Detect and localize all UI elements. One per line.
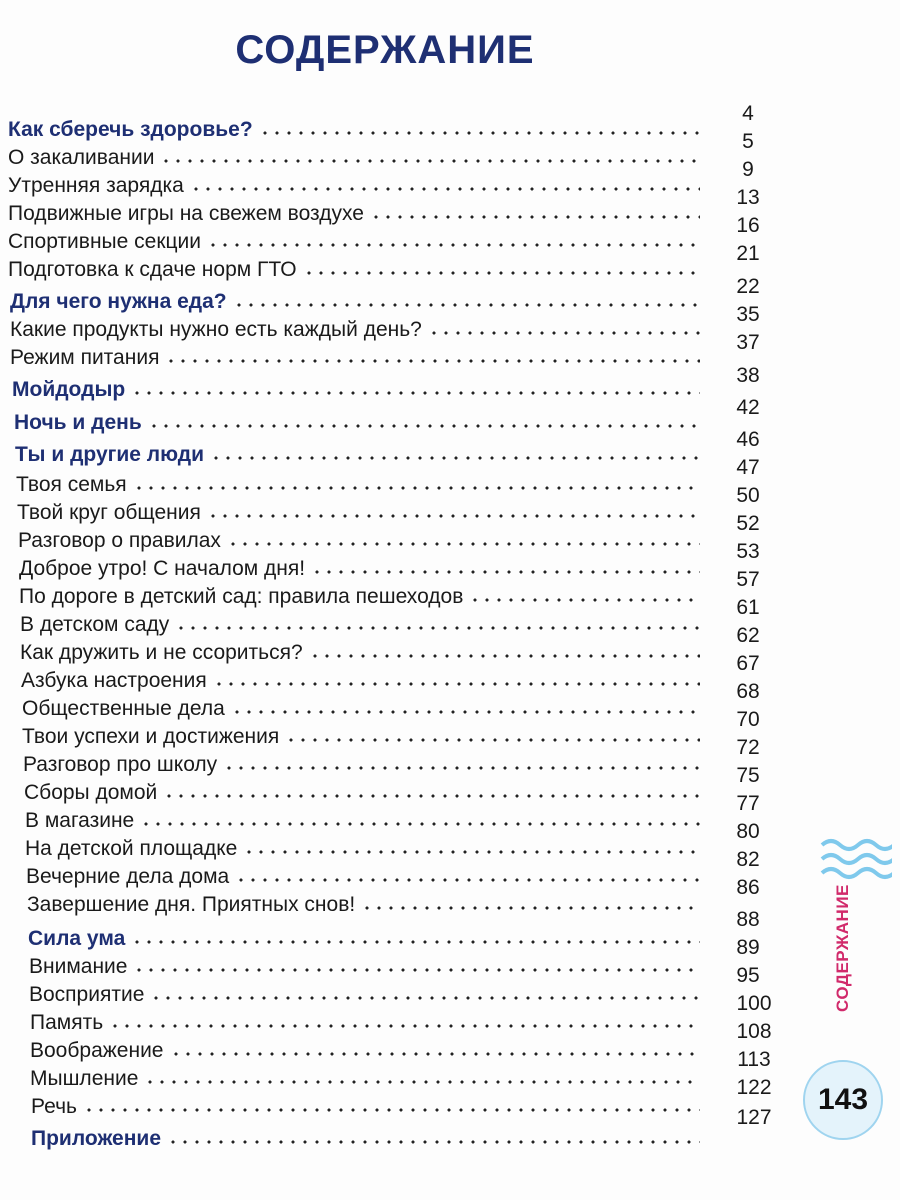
toc-entry	[30, 1036, 700, 1066]
toc-entry	[30, 1008, 700, 1038]
toc-page-number: 22	[736, 275, 760, 298]
toc-entry	[29, 980, 700, 1010]
toc-page-number: 72	[736, 736, 760, 759]
toc-page-number: 127	[736, 1106, 772, 1129]
dot-leader	[150, 995, 700, 1001]
dot-leader	[227, 541, 700, 547]
toc-entry-label: Память	[30, 1011, 104, 1034]
toc-entry-label: Внимание	[29, 955, 128, 978]
toc-entry-label: Восприятие	[29, 983, 145, 1006]
toc-entry	[10, 315, 700, 345]
toc-entry	[23, 750, 700, 780]
toc-entry	[27, 890, 700, 920]
toc-entry-label: По дороге в детский сад: правила пешеходов	[19, 585, 464, 608]
dot-leader	[259, 130, 700, 136]
toc-page-number: 21	[736, 242, 760, 265]
dot-leader	[361, 905, 700, 911]
toc-section-heading	[28, 924, 700, 954]
toc-entry-label: Ночь и день	[14, 411, 142, 434]
toc-entry	[8, 199, 700, 229]
toc-entry	[30, 1064, 700, 1094]
toc-entry	[19, 554, 700, 584]
toc-page-number: 4	[742, 102, 754, 125]
toc-entry-label: Сила ума	[28, 927, 126, 950]
toc-section-heading	[12, 375, 700, 405]
dot-leader	[190, 186, 700, 192]
dot-leader	[243, 849, 700, 855]
toc-entry-label: Какие продукты нужно есть каждый день?	[10, 318, 422, 341]
dot-leader	[133, 967, 700, 973]
toc-page-number: 68	[736, 680, 760, 703]
toc-entry	[24, 778, 700, 808]
toc-page-number: 75	[736, 764, 760, 787]
page-title: СОДЕРЖАНИЕ	[235, 28, 535, 72]
toc-page-number: 108	[736, 1020, 772, 1043]
toc-entry-label: Спортивные секции	[8, 230, 201, 253]
toc-page-number: 35	[736, 303, 760, 326]
waves-decoration-icon	[820, 835, 892, 885]
toc-entry-label: Твои успехи и достижения	[22, 725, 280, 748]
toc-page-number: 86	[736, 876, 760, 899]
toc-entry-label: Мойдодыр	[12, 378, 126, 401]
side-section-label: СОДЕРЖАНИЕ	[833, 884, 852, 1012]
toc-page-number: 13	[736, 186, 760, 209]
toc-entry-label: В детском саду	[20, 613, 170, 636]
toc-page-number: 95	[736, 964, 760, 987]
toc-page-number: 46	[736, 428, 760, 451]
toc-entry	[8, 143, 700, 173]
toc-section-heading	[31, 1124, 700, 1154]
toc-page-number: 52	[736, 512, 760, 535]
toc-page-number: 89	[736, 936, 760, 959]
toc-page-number: 70	[736, 708, 760, 731]
dot-leader	[131, 939, 700, 945]
toc-entry-label: Подвижные игры на свежем воздухе	[8, 202, 364, 225]
toc-entry	[31, 1092, 700, 1122]
toc-page-number: 82	[736, 848, 760, 871]
toc-section-heading	[15, 440, 700, 470]
dot-leader	[213, 681, 700, 687]
toc-page-number: 80	[736, 820, 760, 843]
toc-page-number: 53	[736, 540, 760, 563]
toc-entry-label: Доброе утро! С началом дня!	[19, 557, 306, 580]
toc-entry-label: Воображение	[30, 1039, 164, 1062]
toc-page-number: 67	[736, 652, 760, 675]
toc-entry	[17, 498, 700, 528]
toc-page-number: 88	[736, 908, 760, 931]
dot-leader	[231, 709, 700, 715]
dot-leader	[309, 653, 700, 659]
toc-entry-label: Для чего нужна еда?	[10, 290, 227, 313]
toc-entry-label: О закаливании	[8, 146, 155, 169]
dot-leader	[207, 513, 700, 519]
toc-section-heading	[10, 287, 700, 317]
toc-page-number: 37	[736, 331, 760, 354]
page-number-badge: 143	[803, 1060, 883, 1140]
dot-leader	[165, 358, 700, 364]
dot-leader	[167, 1139, 700, 1145]
toc-entry-label: Общественные дела	[22, 697, 225, 720]
toc-page-number: 5	[742, 130, 754, 153]
toc-entry	[22, 694, 700, 724]
dot-leader	[133, 485, 700, 491]
toc-page-number: 100	[736, 992, 772, 1015]
toc-entry	[19, 582, 700, 612]
dot-leader	[370, 214, 700, 220]
toc-entry-label: На детской площадке	[25, 837, 238, 860]
toc-entry	[29, 952, 700, 982]
dot-leader	[233, 302, 700, 308]
toc-entry	[10, 343, 700, 373]
toc-entry-label: Подготовка к сдаче норм ГТО	[8, 258, 297, 281]
toc-entry-label: Как дружить и не ссориться?	[20, 641, 303, 664]
toc-entry-label: Речь	[31, 1095, 77, 1118]
dot-leader	[144, 1079, 700, 1085]
toc-entry	[8, 255, 700, 285]
toc-entry	[25, 806, 700, 836]
toc-page-number: 61	[736, 596, 760, 619]
toc-page-number: 38	[736, 364, 760, 387]
toc-page-number: 113	[737, 1048, 771, 1071]
toc-entry	[18, 526, 700, 556]
dot-leader	[469, 597, 700, 603]
toc-entry-label: Твоя семья	[16, 473, 127, 496]
toc-entry-label: Азбука настроения	[21, 669, 207, 692]
toc-entry-label: Режим питания	[10, 346, 160, 369]
dot-leader	[285, 737, 700, 743]
dot-leader	[210, 455, 700, 461]
toc-entry-label: Ты и другие люди	[15, 443, 205, 466]
toc-entry	[8, 227, 700, 257]
toc-entry	[20, 638, 700, 668]
toc-entry-label: В магазине	[25, 809, 135, 832]
toc-entry-label: Как сберечь здоровье?	[8, 118, 253, 141]
toc-entry-label: Твой круг общения	[17, 501, 201, 524]
toc-entry	[21, 666, 700, 696]
toc-page-number: 62	[736, 624, 760, 647]
dot-leader	[428, 330, 700, 336]
toc-page-number: 77	[736, 792, 760, 815]
dot-leader	[207, 242, 700, 248]
dot-leader	[235, 877, 700, 883]
dot-leader	[170, 1051, 701, 1057]
toc-entry-label: Приложение	[31, 1127, 162, 1150]
toc-entry	[22, 722, 700, 752]
toc-entry	[16, 470, 700, 500]
toc-entry	[25, 834, 700, 864]
toc-entry	[26, 862, 700, 892]
toc-entry-label: Утренняя зарядка	[8, 174, 184, 197]
toc-page-number: 57	[736, 568, 760, 591]
dot-leader	[160, 158, 700, 164]
dot-leader	[109, 1023, 700, 1029]
toc-entry-label: Разговор про школу	[23, 753, 218, 776]
dot-leader	[303, 270, 700, 276]
dot-leader	[140, 821, 700, 827]
toc-entry-label: Сборы домой	[24, 781, 158, 804]
dot-leader	[311, 569, 700, 575]
toc-page-number: 122	[736, 1076, 772, 1099]
toc-entry	[8, 171, 700, 201]
toc-page-number: 47	[736, 456, 760, 479]
toc-entry	[20, 610, 700, 640]
dot-leader	[83, 1107, 700, 1113]
dot-leader	[163, 793, 700, 799]
toc-page-number: 16	[736, 214, 760, 237]
toc-entry-label: Разговор о правилах	[18, 529, 221, 552]
toc-entry-label: Завершение дня. Приятных снов!	[27, 893, 356, 916]
dot-leader	[148, 423, 700, 429]
toc-section-heading	[14, 408, 700, 438]
dot-leader	[223, 765, 700, 771]
dot-leader	[175, 625, 700, 631]
toc-page-number: 9	[742, 158, 754, 181]
toc-page-number: 50	[736, 484, 760, 507]
toc-section-heading	[8, 115, 700, 145]
dot-leader	[131, 390, 700, 396]
toc-entry-label: Вечерние дела дома	[26, 865, 230, 888]
toc-page-number: 42	[736, 396, 760, 419]
toc-entry-label: Мышление	[30, 1067, 139, 1090]
